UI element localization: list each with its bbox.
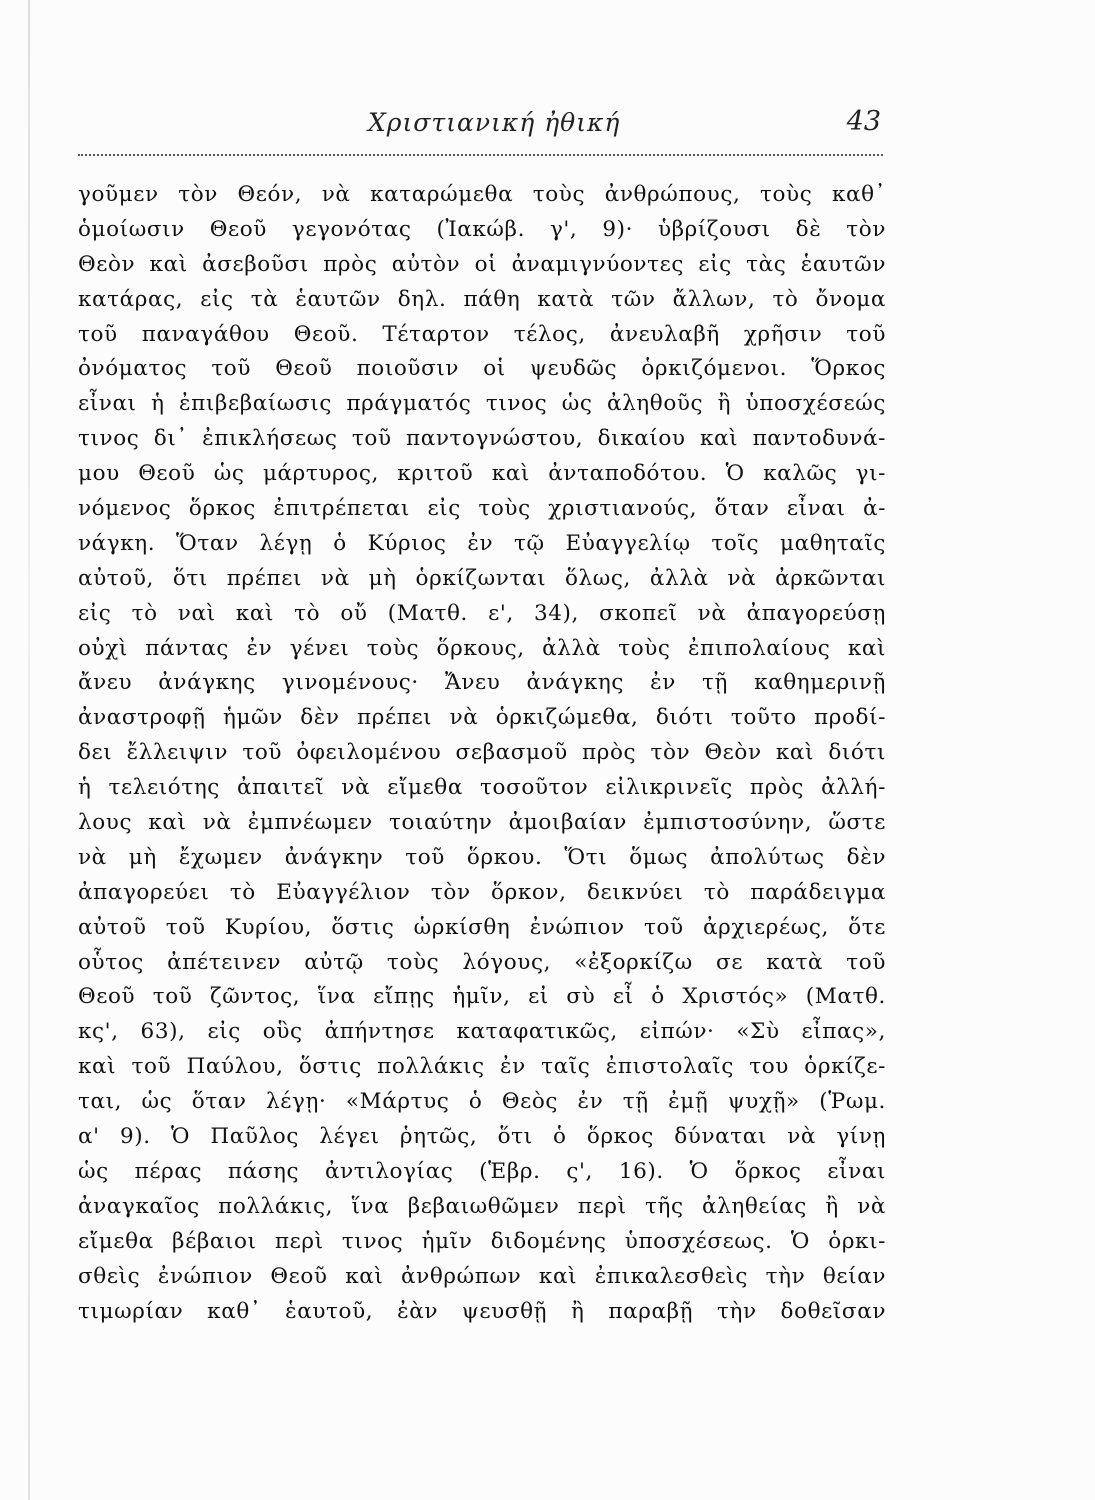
text-line: δει ἔλλειψιν τοῦ ὀφειλομένου σεβασμοῦ πρὸς τὸν Θεὸν καὶ διότι — [78, 740, 886, 766]
text-line: εἰς τὸ ναὶ καὶ τὸ οὔ (Ματθ. ε', 34), σκοπεῖ νὰ ἀπαγορεύσῃ — [78, 600, 886, 626]
header-rule — [78, 154, 883, 156]
text-line: οὗτος ἀπέτεινεν αὐτῷ τοὺς λόγους, «ἐξορκίζω σε κατὰ τοῦ — [78, 949, 886, 975]
text-line: νὰ μὴ ἔχωμεν ἀνάγκην τοῦ ὅρκου. Ὅτι ὅμως ἀπολύτως δὲν — [78, 844, 886, 870]
page-header — [78, 108, 883, 144]
text-line: α' 9). Ὁ Παῦλος λέγει ῥητῶς, ὅτι ὁ ὅρκος δύναται νὰ γίνῃ — [78, 1124, 886, 1150]
text-line: αὐτοῦ τοῦ Κυρίου, ὅστις ὡρκίσθη ἐνώπιον τοῦ ἀρχιερέως, ὅτε — [78, 914, 886, 940]
text-line: ὀνόματος τοῦ Θεοῦ ποιοῦσιν οἱ ψευδῶς ὁρκιζόμενοι. Ὅρκος — [78, 356, 886, 382]
text-line: ὁμοίωσιν Θεοῦ γεγονότας (Ἰακώβ. γ', 9)· ὑβρίζουσι δὲ τὸν — [78, 216, 886, 242]
body-text — [78, 178, 886, 1329]
text-line: καὶ τοῦ Παύλου, ὅστις πολλάκις ἐν ταῖς ἐπιστολαῖς του ὁρκίζε- — [78, 1054, 886, 1080]
text-line: Θεὸν καὶ ἀσεβοῦσι πρὸς αὐτὸν οἱ ἀναμιγνύοντες εἰς τὰς ἑαυτῶν — [78, 251, 886, 277]
text-line: τιμωρίαν καθ᾽ ἑαυτοῦ, ἐὰν ψευσθῇ ἢ παραβῇ τὴν δοθεῖσαν — [78, 1298, 886, 1324]
text-line: κατάρας, εἰς τὰ ἑαυτῶν δηλ. πάθη κατὰ τῶν ἄλλων, τὸ ὄνομα — [78, 286, 886, 312]
text-line: ἀναστροφῇ ἡμῶν δὲν πρέπει νὰ ὁρκιζώμεθα, διότι τοῦτο προδί- — [78, 705, 886, 731]
text-line: εἴμεθα βέβαιοι περὶ τινος ἡμῖν διδομένης ὑποσχέσεως. Ὁ ὁρκι- — [78, 1228, 886, 1254]
text-line: ἡ τελειότης ἀπαιτεῖ νὰ εἴμεθα τοσοῦτον εἰλικρινεῖς πρὸς ἀλλή- — [78, 775, 886, 801]
text-line: ὡς πέρας πάσης ἀντιλογίας (Ἑβρ. ς', 16). Ὁ ὅρκος εἶναι — [78, 1158, 886, 1184]
text-line: γοῦμεν τὸν Θεόν, νὰ καταρώμεθα τοὺς ἀνθρώπους, τοὺς καθ᾽ — [78, 182, 886, 207]
text-line: ἄνευ ἀνάγκης γινομένους· Ἄνευ ἀνάγκης ἐν τῇ καθημερινῇ — [78, 670, 886, 696]
text-line: μου Θεοῦ ὡς μάρτυρος, κριτοῦ καὶ ἀνταποδότου. Ὁ καλῶς γι- — [78, 461, 886, 487]
page-number: 43 — [846, 106, 881, 137]
text-line: νάγκη. Ὅταν λέγῃ ὁ Κύριος ἐν τῷ Εὐαγγελίῳ τοῖς μαθηταῖς — [78, 530, 886, 556]
text-line: αὐτοῦ, ὅτι πρέπει νὰ μὴ ὁρκίζωνται ὅλως, ἀλλὰ νὰ ἀρκῶνται — [78, 565, 886, 591]
page-edge-shadow — [28, 0, 30, 1500]
text-line: κς', 63), εἰς οὓς ἀπήντησε καταφατικῶς, εἰπών· «Σὺ εἶπας», — [78, 1019, 886, 1045]
text-line: τοῦ παναγάθου Θεοῦ. Τέταρτον τέλος, ἀνευλαβῆ χρῆσιν τοῦ — [78, 321, 886, 347]
running-title: Χριστιανική ἠθική — [368, 108, 621, 137]
text-line: Θεοῦ τοῦ ζῶντος, ἵνα εἴπῃς ἡμῖν, εἰ σὺ εἶ ὁ Χριστός» (Ματθ. — [78, 984, 886, 1010]
text-line: οὐχὶ πάντας ἐν γένει τοὺς ὅρκους, ἀλλὰ τοὺς ἐπιπολαίους καὶ — [78, 635, 886, 661]
text-line: ἀναγκαῖος πολλάκις, ἵνα βεβαιωθῶμεν περὶ τῆς ἀληθείας ἢ νὰ — [78, 1193, 886, 1219]
text-line: λους καὶ νὰ ἐμπνέωμεν τοιαύτην ἀμοιβαίαν ἐμπιστοσύνην, ὥστε — [78, 810, 886, 836]
text-line: ται, ὡς ὅταν λέγῃ· «Μάρτυς ὁ Θεὸς ἐν τῇ ἐμῇ ψυχῇ» (Ῥωμ. — [78, 1089, 886, 1115]
text-line: τινος δι᾽ ἐπικλήσεως τοῦ παντογνώστου, δικαίου καὶ παντοδυνά- — [78, 426, 886, 452]
text-line: νόμενος ὅρκος ἐπιτρέπεται εἰς τοὺς χριστιανούς, ὅταν εἶναι ἀ- — [78, 496, 886, 522]
text-line: ἀπαγορεύει τὸ Εὐαγγέλιον τὸν ὅρκον, δεικνύει τὸ παράδειγμα — [78, 879, 886, 905]
text-line: σθεὶς ἐνώπιον Θεοῦ καὶ ἀνθρώπων καὶ ἐπικαλεσθεὶς τὴν θείαν — [78, 1263, 886, 1289]
text-line: εἶναι ἡ ἐπιβεβαίωσις πράγματός τινος ὡς ἀληθοῦς ἢ ὑποσχέσεώς — [78, 391, 886, 417]
